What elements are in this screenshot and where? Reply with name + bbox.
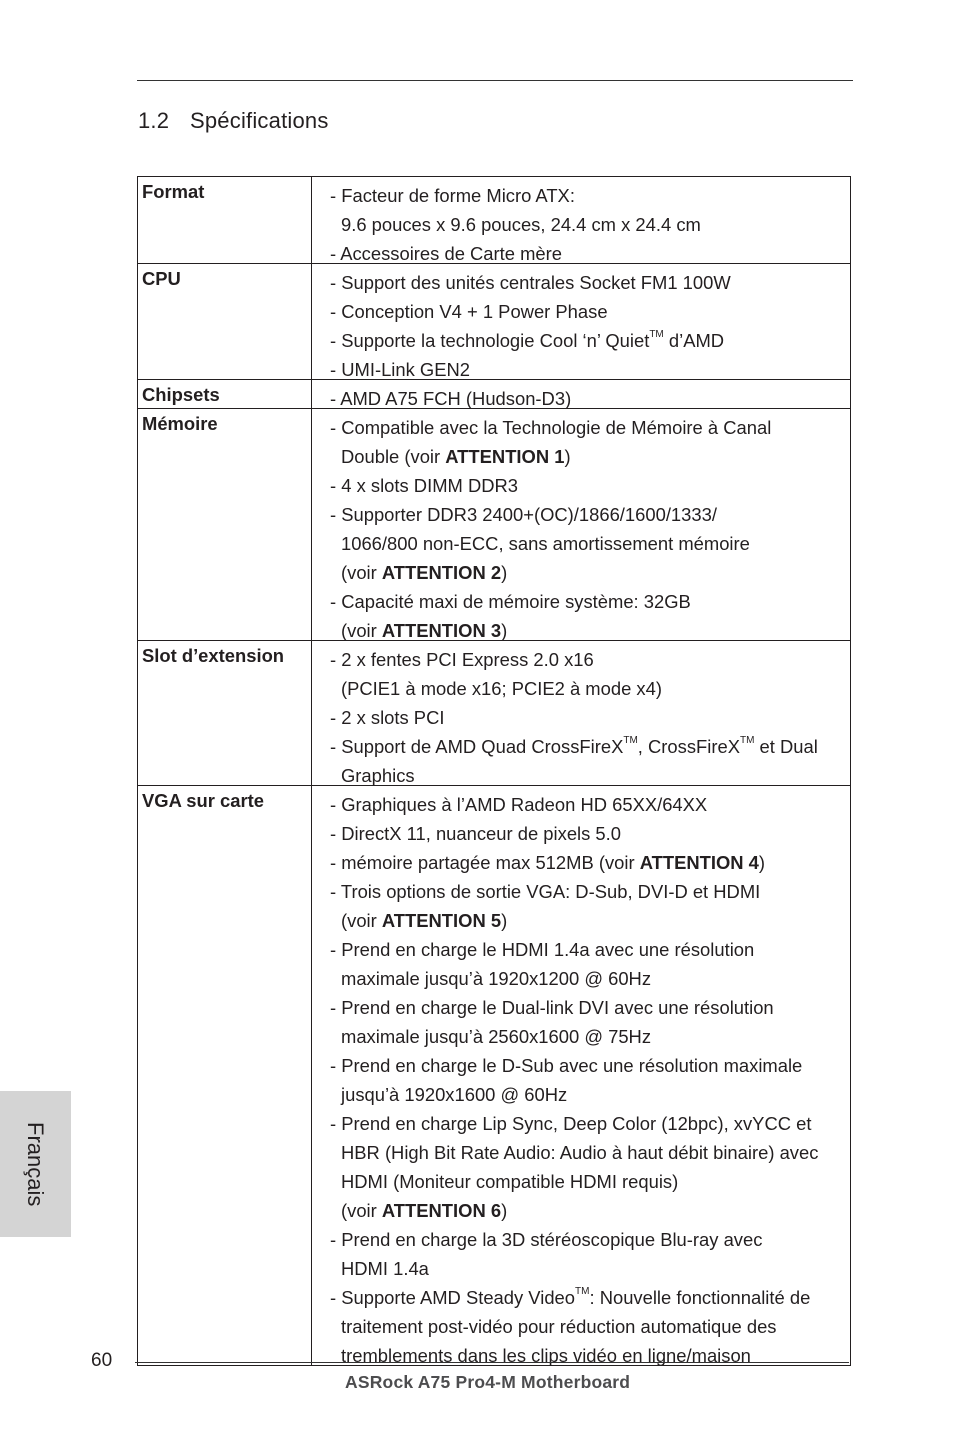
spec-line-text: - Trois options de sortie VGA: D-Sub, DVI-D et HDMI: [330, 881, 761, 902]
spec-row: [138, 264, 851, 380]
spec-line: [330, 210, 844, 239]
spec-line-text: - UMI-Link GEN2: [330, 359, 470, 380]
spec-line-text: - Prend en charge le D-Sub avec une résolution maximale: [330, 1055, 803, 1076]
spec-line-text: - Support de AMD Quad CrossFireX: [330, 736, 624, 757]
page-number: 60: [91, 1350, 113, 1371]
spec-line-text: - DirectX 11, nuanceur de pixels 5.0: [330, 823, 621, 844]
spec-line-text: : Nouvelle fonctionnalité de: [589, 1287, 811, 1308]
spec-label: Slot d’extension: [138, 641, 312, 786]
spec-line: [330, 413, 844, 442]
spec-line-text: d’AMD: [663, 330, 725, 351]
attention-ref: ATTENTION 6: [381, 1200, 502, 1221]
spec-line-text: - Compatible avec la Technologie de Mémoire à Canal: [330, 417, 772, 438]
spec-line-text: Double (voir: [341, 446, 446, 467]
spec-line-text: (voir: [341, 910, 382, 931]
spec-line-text: - Support des unités centrales Socket FM1 100W: [330, 272, 731, 293]
spec-line: [330, 674, 844, 703]
spec-value: [312, 786, 851, 1366]
spec-line: [330, 1138, 844, 1167]
spec-line-text: ): [501, 620, 508, 641]
spec-line-text: (voir: [341, 620, 382, 641]
spec-line-text: ): [564, 446, 571, 467]
spec-line: [330, 326, 844, 355]
spec-line-text: HDMI (Moniteur compatible HDMI requis): [341, 1171, 679, 1192]
section-title-text: Spécifications: [190, 108, 329, 133]
trademark-mark: TM: [649, 329, 664, 340]
spec-label: CPU: [138, 264, 312, 380]
spec-label: VGA sur carte: [138, 786, 312, 1366]
language-side-tab-label: Français: [23, 1121, 48, 1207]
bottom-rule: [135, 1362, 849, 1363]
spec-line-text: - Supporte la technologie Cool ‘n’ Quiet: [330, 330, 650, 351]
attention-ref: ATTENTION 3: [381, 620, 502, 641]
spec-row: [138, 786, 851, 1366]
spec-line: [330, 355, 844, 379]
spec-value: [312, 641, 851, 786]
spec-line: [330, 645, 844, 674]
spec-label: Mémoire: [138, 409, 312, 641]
spec-table-body: [138, 177, 851, 1366]
spec-line-text: - Supporte AMD Steady Video: [330, 1287, 576, 1308]
spec-value: [312, 409, 851, 641]
spec-line: [330, 1196, 844, 1225]
spec-value: [312, 380, 851, 409]
spec-line-text: ): [501, 910, 508, 931]
spec-line: [330, 790, 844, 819]
spec-line-text: - 2 x fentes PCI Express 2.0 x16: [330, 649, 594, 670]
spec-line: [330, 558, 844, 587]
spec-line-text: (PCIE1 à mode x16; PCIE2 à mode x4): [341, 678, 662, 699]
trademark-mark: TM: [623, 735, 638, 746]
spec-label: Chipsets: [138, 380, 312, 409]
spec-line: [330, 877, 844, 906]
attention-ref: ATTENTION 4: [639, 852, 759, 873]
spec-line: [330, 761, 844, 785]
spec-line: [330, 471, 844, 500]
spec-line-text: - AMD A75 FCH (Hudson-D3): [330, 388, 572, 409]
spec-line: [330, 935, 844, 964]
spec-line-text: - Supporter DDR3 2400+(OC)/1866/1600/1333/: [330, 504, 717, 525]
spec-line-text: (voir: [341, 1200, 382, 1221]
spec-line: [330, 1254, 844, 1283]
spec-line-text: et Dual: [754, 736, 818, 757]
spec-line-text: Graphics: [341, 765, 415, 786]
top-rule: [137, 80, 853, 81]
spec-line-text: 1066/800 non-ECC, sans amortissement mémoire: [341, 533, 750, 554]
spec-row: [138, 409, 851, 641]
spec-line: [330, 384, 844, 408]
spec-line-text: - Prend en charge le HDMI 1.4a avec une résolution: [330, 939, 755, 960]
spec-line: [330, 848, 844, 877]
spec-line: [330, 587, 844, 616]
spec-label: Format: [138, 177, 312, 264]
spec-line-text: maximale jusqu’à 1920x1200 @ 60Hz: [341, 968, 652, 989]
spec-line-text: jusqu’à 1920x1600 @ 60Hz: [341, 1084, 568, 1105]
spec-line: [330, 703, 844, 732]
spec-line-text: HBR (High Bit Rate Audio: Audio à haut débit binaire) avec: [341, 1142, 819, 1163]
spec-line-text: traitement post-vidéo pour réduction automatique des: [341, 1316, 777, 1337]
spec-line-text: - Graphiques à l’AMD Radeon HD 65XX/64XX: [330, 794, 708, 815]
spec-line-text: - Conception V4 + 1 Power Phase: [330, 301, 608, 322]
section-number: 1.2: [138, 108, 170, 133]
attention-ref: ATTENTION 1: [445, 446, 565, 467]
spec-line: [330, 1225, 844, 1254]
spec-line-text: - Facteur de forme Micro ATX:: [330, 185, 575, 206]
spec-line: [330, 1109, 844, 1138]
spec-row: [138, 641, 851, 786]
spec-line-text: HDMI 1.4a: [341, 1258, 429, 1279]
spec-row: [138, 177, 851, 264]
spec-line: [330, 1283, 844, 1312]
spec-line: [330, 964, 844, 993]
spec-line: [330, 1080, 844, 1109]
spec-line: [330, 1312, 844, 1341]
spec-line-text: - Prend en charge la 3D stéréoscopique Blu-ray avec: [330, 1229, 763, 1250]
spec-line: [330, 500, 844, 529]
spec-line-text: - Capacité maxi de mémoire système: 32GB: [330, 591, 691, 612]
spec-line-text: - Accessoires de Carte mère: [330, 243, 563, 264]
spec-line-text: maximale jusqu’à 2560x1600 @ 75Hz: [341, 1026, 652, 1047]
spec-line-text: - 4 x slots DIMM DDR3: [330, 475, 519, 496]
footer-brand: ASRock A75 Pro4-M Motherboard: [345, 1372, 631, 1392]
spec-line-text: - Prend en charge Lip Sync, Deep Color (12bpc), xvYCC et: [330, 1113, 812, 1134]
spec-value: [312, 177, 851, 264]
spec-line-text: , CrossFireX: [637, 736, 740, 757]
spec-line-text: ): [501, 562, 508, 583]
spec-line: [330, 993, 844, 1022]
spec-line: [330, 442, 844, 471]
spec-line-text: - 2 x slots PCI: [330, 707, 445, 728]
spec-line: [330, 1022, 844, 1051]
spec-line: [330, 268, 844, 297]
spec-table: [137, 176, 851, 1366]
spec-line: [330, 529, 844, 558]
spec-line: [330, 239, 844, 263]
trademark-mark: TM: [739, 735, 755, 746]
spec-line: [330, 181, 844, 210]
section-title: [138, 108, 329, 134]
spec-line-text: 9.6 pouces x 9.6 pouces, 24.4 cm x 24.4 cm: [341, 214, 701, 235]
spec-row: [138, 380, 851, 409]
spec-line-text: tremblements dans les clips vidéo en ligne/maison: [341, 1345, 751, 1366]
spec-line-text: ): [758, 852, 766, 873]
spec-line: [330, 616, 844, 640]
spec-line: [330, 819, 844, 848]
attention-ref: ATTENTION 5: [381, 910, 502, 931]
spec-value: [312, 264, 851, 380]
spec-line-text: - mémoire partagée max 512MB (voir: [330, 852, 640, 873]
spec-line: [330, 906, 844, 935]
spec-line-text: (voir: [341, 562, 382, 583]
spec-line: [330, 297, 844, 326]
attention-ref: ATTENTION 2: [381, 562, 502, 583]
spec-line-text: ): [501, 1200, 508, 1221]
spec-line: [330, 1167, 844, 1196]
spec-line: [330, 732, 844, 761]
trademark-mark: TM: [575, 1286, 590, 1297]
spec-line-text: - Prend en charge le Dual-link DVI avec une résolution: [330, 997, 774, 1018]
spec-line: [330, 1051, 844, 1080]
